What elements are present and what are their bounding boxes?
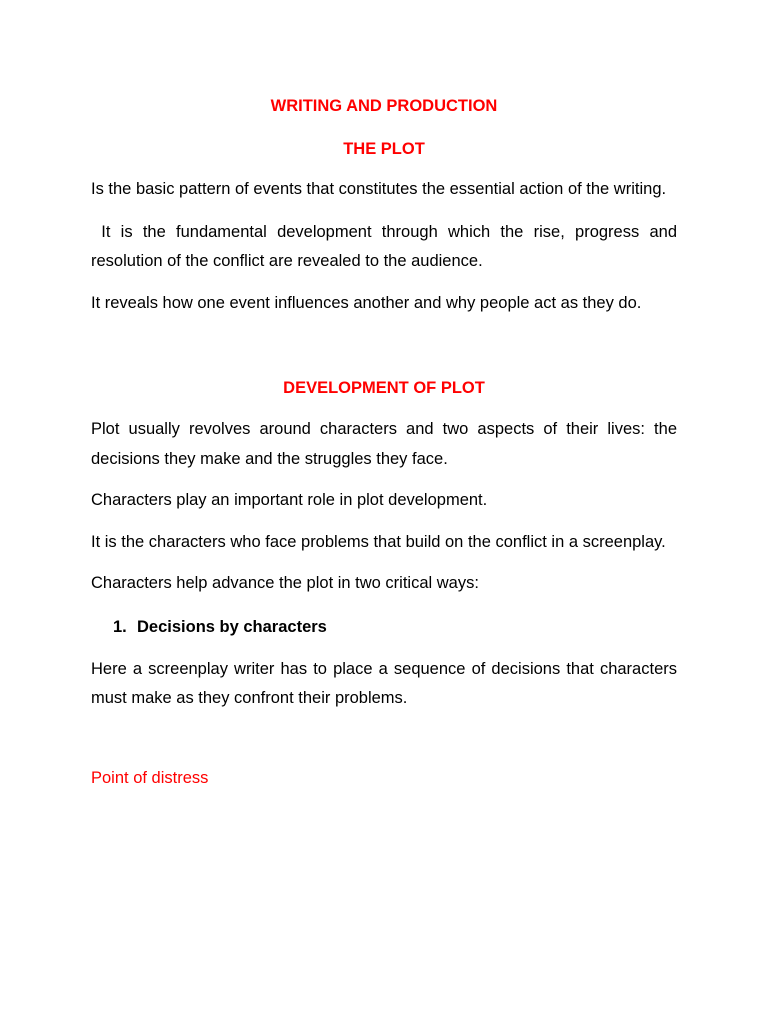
plot-paragraph-3: It reveals how one event influences another and why people act as they do.	[91, 293, 642, 312]
subheading-point-of-distress: Point of distress	[91, 768, 209, 787]
list-item-number: 1.	[113, 617, 127, 636]
development-paragraph-2: Characters play an important role in plot development.	[91, 491, 488, 509]
section-title-the-plot: THE PLOT	[343, 140, 425, 158]
development-paragraph-4: Characters help advance the plot in two critical ways:	[91, 574, 479, 592]
decisions-paragraph: Here a screenplay writer has to place a sequence of decisions that characters must make as they confront their problems.	[91, 659, 677, 707]
section-title-development-of-plot: DEVELOPMENT OF PLOT	[283, 379, 485, 397]
development-paragraph-1: Plot usually revolves around characters and two aspects of their lives: the decisions they make and the struggles they face.	[91, 420, 677, 468]
development-paragraph-3: It is the characters who face problems that build on the conflict in a screenplay.	[91, 532, 666, 551]
list-item	[91, 615, 677, 639]
document-title: WRITING AND PRODUCTION	[270, 97, 498, 115]
document-content	[91, 94, 682, 790]
plot-paragraph-2: It is the fundamental development through which the rise, progress and resolution of the conflict are revealed to the audience.	[91, 222, 682, 270]
numbered-list	[91, 615, 677, 639]
list-item-text: Decisions by characters	[137, 617, 327, 636]
plot-paragraph-1: Is the basic pattern of events that constitutes the essential action of the writing.	[91, 180, 667, 198]
